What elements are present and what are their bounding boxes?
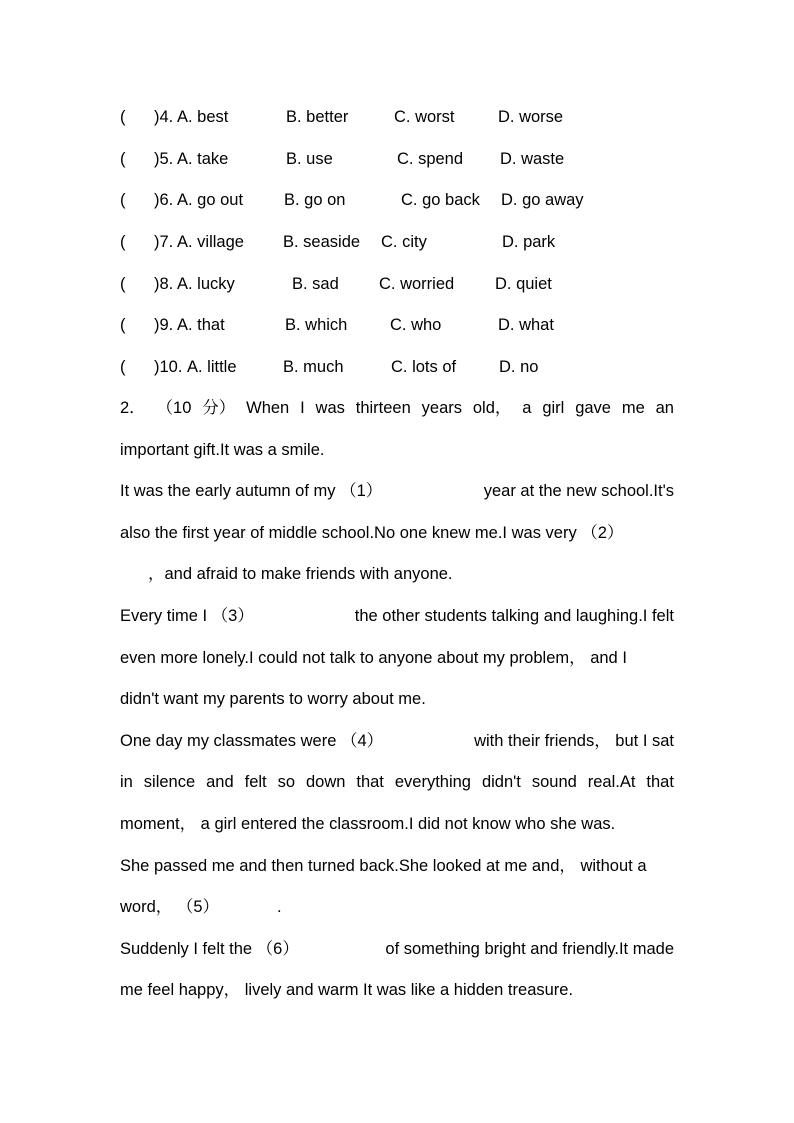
- option-d: D. park: [502, 233, 556, 251]
- word: sound: [531, 773, 577, 792]
- passage-text: One day my classmates were （4）: [120, 731, 384, 750]
- word: that: [646, 773, 674, 792]
- option-d: D. go away: [501, 191, 584, 209]
- option-a: A. lucky: [177, 275, 235, 293]
- word: girl: [542, 399, 565, 417]
- question-number: )7.: [154, 233, 174, 251]
- word: an: [655, 399, 674, 417]
- option-a: A. take: [177, 150, 229, 168]
- answer-paren: (: [120, 233, 126, 251]
- passage-text: me feel happy， lively and warm It was like a hidden treasure.: [120, 981, 574, 1000]
- passage-line-3: [120, 471, 674, 513]
- reading-passage: [120, 388, 674, 1012]
- word: old，: [472, 399, 512, 417]
- word: I: [300, 399, 305, 417]
- option-c: C. worried: [379, 275, 455, 293]
- passage-line-10: [120, 762, 674, 804]
- option-a: A. that: [177, 316, 225, 334]
- answer-paren: (: [120, 316, 126, 334]
- passage-text: important gift.It was a smile.: [120, 440, 325, 459]
- passage-text: She passed me and then turned back.She looked at me and， without a: [120, 856, 647, 875]
- option-c: C. who: [390, 316, 442, 334]
- word: didn't: [481, 773, 521, 792]
- word: felt: [244, 773, 267, 792]
- passage-line-8: [120, 679, 674, 721]
- word: was: [315, 399, 345, 417]
- option-d: D. what: [498, 316, 554, 334]
- answer-paren: (: [120, 358, 126, 376]
- passage-text: year at the new school.It's: [483, 482, 674, 501]
- passage-line-1: [120, 388, 674, 430]
- question-number: )4.: [154, 108, 174, 126]
- option-d: D. waste: [500, 150, 565, 168]
- option-c: C. spend: [397, 150, 464, 168]
- option-b: B. seaside: [283, 233, 361, 251]
- option-a: A. best: [177, 108, 229, 126]
- option-b: B. which: [285, 316, 348, 334]
- option-a: A. little: [187, 358, 237, 376]
- word: in: [120, 773, 133, 792]
- word: everything: [394, 773, 471, 792]
- passage-line-5: [120, 554, 674, 596]
- score-unit: 分）: [202, 399, 236, 417]
- word: gave: [575, 399, 611, 417]
- passage-line-7: [120, 638, 674, 680]
- question-number: )5.: [154, 150, 174, 168]
- blank-gap: [219, 887, 277, 929]
- option-d: D. no: [499, 358, 539, 376]
- blank-gap: [120, 554, 148, 596]
- option-a: A. village: [177, 233, 244, 251]
- passage-text: .: [277, 898, 282, 917]
- option-b: B. much: [283, 358, 344, 376]
- answer-paren: (: [120, 275, 126, 293]
- passage-line-2: [120, 430, 674, 472]
- question-number: )6.: [154, 191, 174, 209]
- passage-line-12: [120, 846, 674, 888]
- option-a: A. go out: [177, 191, 244, 209]
- answer-paren: (: [120, 150, 126, 168]
- passage-text: didn't want my parents to worry about me.: [120, 690, 426, 709]
- passage-line-14: [120, 929, 674, 971]
- passage-text: of something bright and friendly.It made: [385, 939, 674, 958]
- question-number: )8.: [154, 275, 174, 293]
- passage-text: also the first year of middle school.No one knew me.I was very （2）: [120, 523, 624, 542]
- option-b: B. sad: [292, 275, 339, 293]
- option-b: B. use: [286, 150, 333, 168]
- passage-line-6: [120, 596, 674, 638]
- word: When: [246, 399, 290, 417]
- word: real.At: [587, 773, 636, 792]
- question-number: )9.: [154, 316, 174, 334]
- option-c: C. city: [381, 233, 427, 251]
- option-c: C. worst: [394, 108, 455, 126]
- word: and: [206, 773, 234, 792]
- option-b: B. better: [286, 108, 349, 126]
- question-number: 2．: [120, 399, 146, 417]
- passage-text: It was the early autumn of my （1）: [120, 482, 383, 501]
- passage-line-13: [120, 887, 674, 929]
- passage-text: moment， a girl entered the classroom.I did not know who she was.: [120, 814, 616, 833]
- word: so: [277, 773, 296, 792]
- word: thirteen: [355, 399, 411, 417]
- option-d: D. quiet: [495, 275, 552, 293]
- passage-text: even more lonely.I could not talk to anyone about my problem， and I: [120, 648, 627, 667]
- word: years: [421, 399, 463, 417]
- word: down: [305, 773, 346, 792]
- passage-line-11: [120, 804, 674, 846]
- word: me: [621, 399, 645, 417]
- option-c: C. lots of: [391, 358, 457, 376]
- passage-line-9: [120, 721, 674, 763]
- passage-line-4: [120, 513, 674, 555]
- passage-text: the other students talking and laughing.I felt: [354, 606, 674, 625]
- option-c: C. go back: [401, 191, 480, 209]
- question-number: )10.: [154, 358, 183, 376]
- option-b: B. go on: [284, 191, 346, 209]
- passage-text: Suddenly I felt the （6）: [120, 939, 299, 958]
- answer-paren: (: [120, 191, 126, 209]
- passage-text: Every time I （3）: [120, 606, 254, 625]
- option-d: D. worse: [498, 108, 564, 126]
- word: that: [356, 773, 384, 792]
- word: a: [522, 399, 532, 417]
- passage-text: with their friends， but I sat: [474, 731, 674, 750]
- score-text: （10: [156, 399, 192, 417]
- word: silence: [143, 773, 196, 792]
- passage-line-15: [120, 970, 674, 1012]
- answer-paren: (: [120, 108, 126, 126]
- passage-text: word， （5）: [120, 898, 220, 917]
- passage-text: ，and afraid to make friends with anyone.: [148, 565, 453, 584]
